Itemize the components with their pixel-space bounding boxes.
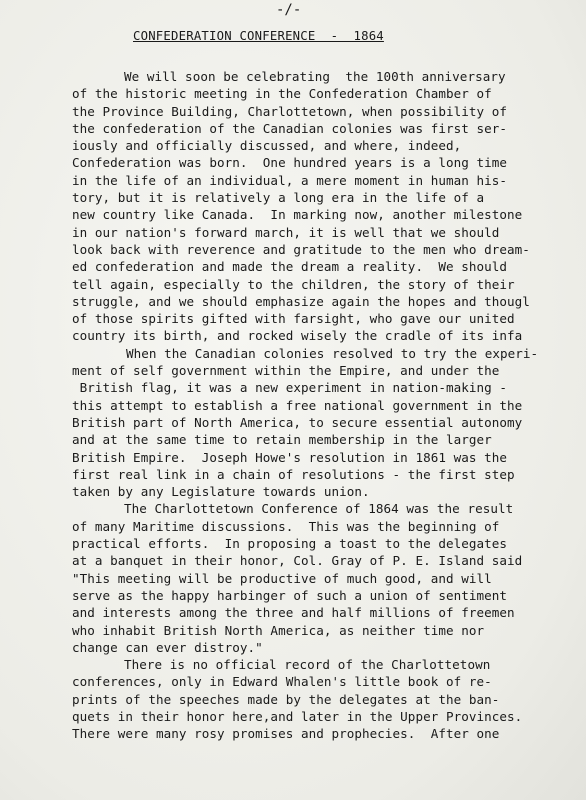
text-line: tory, but it is relatively a long era in the life of a <box>72 190 485 206</box>
page-number: -/- <box>276 2 302 18</box>
text-line: in the life of an individual, a mere moment in human his- <box>72 172 508 188</box>
text-line: British flag, it was a new experiment in nation-making - <box>72 380 508 396</box>
text-line: at a banquet in their honor, Col. Gray of P. E. Island said <box>72 553 523 569</box>
text-line: When the Canadian colonies resolved to try the experi- <box>126 345 539 361</box>
text-line: ed confederation and made the dream a reality. We should <box>72 259 508 275</box>
text-line: conferences, only in Edward Whalen's little book of re- <box>72 674 492 690</box>
text-line: look back with reverence and gratitude to the men who dream- <box>72 241 530 257</box>
text-line: There is no official record of the Charlottetown <box>124 657 491 673</box>
text-line: new country like Canada. In marking now, another milestone <box>72 207 523 223</box>
text-line: of the historic meeting in the Confederation Chamber of <box>72 86 492 102</box>
text-line: quets in their honor here,and later in the Upper Provinces. <box>72 708 523 724</box>
text-line: who inhabit British North America, as neither time nor <box>72 622 485 638</box>
text-line: British part of North America, to secure essential autonomy <box>72 414 523 430</box>
text-line: and interests among the three and half millions of freemen <box>72 605 515 621</box>
text-line: country its birth, and rocked wisely the cradle of its infa <box>72 328 523 344</box>
text-line: practical efforts. In proposing a toast to the delegates <box>72 536 508 552</box>
text-line: and at the same time to retain membership in the larger <box>72 432 492 448</box>
text-line: first real link in a chain of resolutions - the first step <box>72 466 515 482</box>
text-line: iously and officially discussed, and where, indeed, <box>72 138 462 154</box>
text-line: There were many rosy promises and prophecies. After one <box>72 726 500 742</box>
text-line: the confederation of the Canadian colonies was first ser- <box>72 120 508 136</box>
text-line: serve as the happy harbinger of such a union of sentiment <box>72 587 508 603</box>
text-line: tell again, especially to the children, the story of their <box>72 276 515 292</box>
text-line: the Province Building, Charlottetown, when possibility of <box>72 103 508 119</box>
text-line: The Charlottetown Conference of 1864 was the result <box>124 501 514 517</box>
text-line: in our nation's forward march, it is well that we should <box>72 224 500 240</box>
document-body <box>72 68 586 743</box>
text-line: We will soon be celebrating the 100th anniversary <box>124 69 506 84</box>
text-line: this attempt to establish a free national government in the <box>72 397 523 413</box>
text-line: Confederation was born. One hundred years is a long time <box>72 155 508 171</box>
text-line: British Empire. Joseph Howe's resolution in 1861 was the <box>72 449 508 465</box>
text-line: taken by any Legislature towards union. <box>72 484 370 500</box>
document-title: CONFEDERATION CONFERENCE - 1864 <box>133 29 384 43</box>
text-line: struggle, and we should emphasize again the hopes and thougl <box>72 293 530 309</box>
text-line: ment of self government within the Empire, and under the <box>72 363 500 379</box>
text-line: of those spirits gifted with farsight, who gave our united <box>72 311 515 327</box>
text-line: prints of the speeches made by the delegates at the ban- <box>72 691 500 707</box>
text-line: "This meeting will be productive of much good, and will <box>72 570 492 586</box>
text-line: change can ever distroy." <box>72 639 263 655</box>
text-line: of many Maritime discussions. This was the beginning of <box>72 518 500 534</box>
